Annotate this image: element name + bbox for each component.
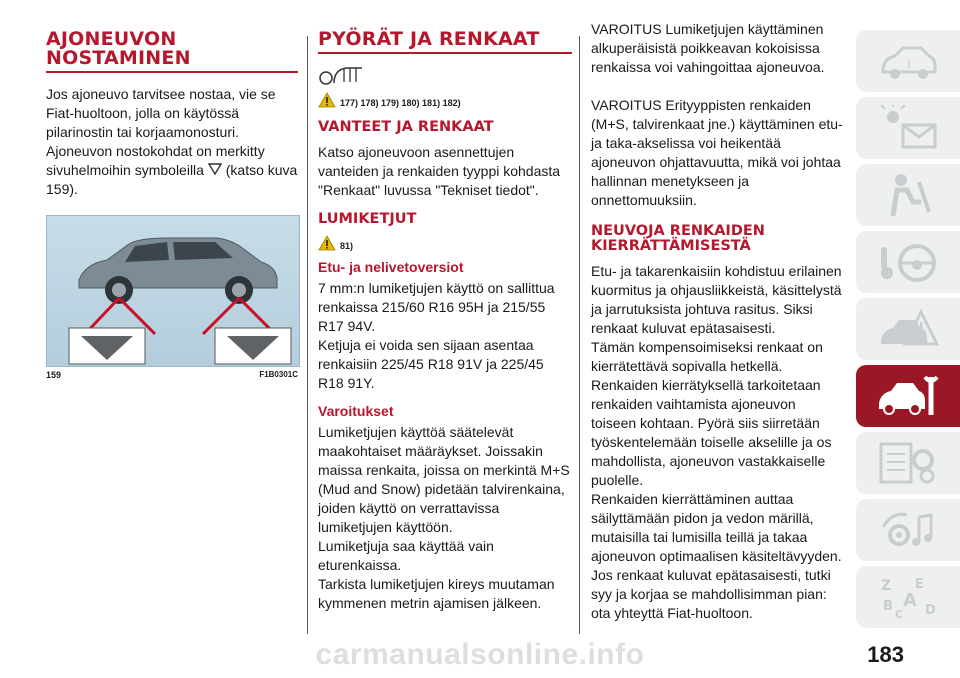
heading-front-4wd: Etu- ja nelivetoversiot <box>318 259 464 275</box>
watermark: carmanualsonline.info <box>315 638 645 671</box>
svg-text:B: B <box>883 599 893 614</box>
tab-dashboard-lights[interactable] <box>856 97 960 159</box>
svg-text:i: i <box>907 57 911 71</box>
tab-multimedia[interactable] <box>856 499 960 561</box>
section-title-lifting: AJONEUVON NOSTAMINEN <box>46 30 298 73</box>
car-wrench-icon <box>875 373 941 419</box>
specs-gears-icon <box>875 440 941 486</box>
front-4wd-body-1: 7 mm:n lumiketjujen käyttö on sallittua renkaissa 215/60 R16 95H ja 215/55 R17 94V. <box>318 280 555 334</box>
svg-text:C: C <box>895 608 904 620</box>
dashboard-lights-icon <box>875 105 941 151</box>
steering-wheel-icon <box>875 239 941 285</box>
figure-code: F1B0301C <box>259 370 298 379</box>
column-lifting <box>46 30 298 380</box>
figure-caption <box>46 370 298 380</box>
warning-triangle-icon <box>318 235 336 251</box>
heading-warnings: Varoitukset <box>318 403 394 419</box>
car-info-icon <box>875 38 941 84</box>
svg-text:Z: Z <box>881 578 892 594</box>
warnings-body-1: Lumiketjujen käyttöä säätelevät maakohtaiset määräykset. Joissakin maissa renkaita, joissa on merkintä M+S (Mud and Snow) pidetään talvirenkaina, joiden käyttö on verrattavissa lumiketjujen käyttöön. <box>318 424 570 535</box>
subsection-snow-chains: LUMIKETJUT <box>318 211 417 227</box>
front-4wd-body-2: Ketjuja ei voida sen sijaan asentaa renkaisiin 225/45 R18 91V ja 225/45 R18 91Y. <box>318 337 544 391</box>
wheel-tyre-symbol-icon <box>318 64 572 86</box>
rims-tyres-body: Katso ajoneuvoon asennettujen vanteiden ja renkaiden tyyppi kohdasta "Renkaat" luvussa "Tekniset tiedot". <box>318 144 561 198</box>
tab-emergency[interactable] <box>856 298 960 360</box>
section-title-wheels: PYÖRÄT JA RENKAAT <box>318 30 572 54</box>
rotation-body-1: Etu- ja takarenkaisiin kohdistuu erilainen kuormitus ja ohjausliikkeistä, käsittelystä ja jarrutuksista johtuva rasitus. Siksi renkaat kuluvat epätasaisesti. <box>591 263 842 336</box>
warning-references: 177) 178) 179) 180) 181) 182) <box>318 92 572 108</box>
lifting-body: Jos ajoneuvo tarvitsee nostaa, vie se Fiat-huoltoon, jolla on käytössä pilarinostin tai korjaamonosturi. Ajoneuvon nostokohdat on merkitty sivuhelmoihin symboleilla (katso kuva 159). <box>46 86 298 197</box>
rotation-body-2: Tämän kompensoimiseksi renkaat on kierrätettävä sopivalla hetkellä. <box>591 339 823 374</box>
tab-car-info[interactable] <box>856 30 960 92</box>
caution-mixed-tyres: VAROITUS Erityyppisten renkaiden (M+S, talvirenkaat jne.) käyttäminen etu- ja taka-akselissa voi heikentää ajoneuvon ohjattavuutta, mikä voi johtaa hallinnan menetykseen ja onnettomuuksiin. <box>591 97 843 208</box>
car-lifting-figure <box>46 215 300 367</box>
rotation-body-3: Renkaiden kierrätyksellä tarkoitetaan renkaiden vaihtamista ajoneuvon toiseen kohtaan. Pyörä siis siirretään työskentelemään toiselle akselille ja os mahdollista, ajoneuvon vastakkaiselle puolelle. <box>591 377 832 488</box>
warnings-body-2: Lumiketjuja saa käyttää vain eturenkaissa. <box>318 538 494 573</box>
tab-starting-driving[interactable] <box>856 231 960 293</box>
alphabet-index-icon <box>875 574 941 620</box>
tab-safety[interactable] <box>856 164 960 226</box>
figure-number: 159 <box>46 370 62 380</box>
svg-text:D: D <box>925 603 936 618</box>
column-divider <box>307 36 308 634</box>
warning-triangle-icon <box>318 92 336 108</box>
rotation-body-4: Renkaiden kierrättäminen auttaa säilyttämään pidon ja vedon märillä, mutaisilla tai lumisilla teillä ja takaa ajoneuvon optimaalisen käsiteltävyyden. <box>591 491 842 564</box>
snow-chains-warning: 81) <box>318 235 572 251</box>
subsection-tyre-rotation: NEUVOJA RENKAIDEN KIERRÄTTÄMISESTÄ <box>591 223 765 254</box>
page-number: 183 <box>867 642 904 667</box>
safety-airbag-icon <box>875 172 941 218</box>
column-wheels <box>318 30 572 613</box>
tab-maintenance[interactable] <box>856 365 960 427</box>
subsection-rims-tyres: VANTEET JA RENKAAT <box>318 119 494 135</box>
svg-text:A: A <box>903 590 917 611</box>
chapter-tabs <box>856 30 960 633</box>
rotation-body-5: Jos renkaat kuluvat epätasaisesti, tutki syy ja korjaa se mahdollisimman pian: ota yhteyttä Fiat-huoltoon. <box>591 567 831 621</box>
column-divider <box>579 36 580 634</box>
svg-text:E: E <box>915 577 924 592</box>
multimedia-icon <box>875 507 941 553</box>
tab-index[interactable] <box>856 566 960 628</box>
caution-chains-size: VAROITUS Lumiketjujen käyttäminen alkuperäisistä poikkeavan kokoisissa renkaissa voi vahingoittaa ajoneuvoa. <box>591 21 825 75</box>
lift-point-symbol-icon <box>208 162 222 178</box>
tab-technical-specs[interactable] <box>856 432 960 494</box>
emergency-warning-icon <box>875 306 941 352</box>
column-rotation <box>591 20 843 623</box>
warnings-body-3: Tarkista lumiketjujen kireys muutaman kymmenen metrin ajamisen jälkeen. <box>318 576 555 611</box>
